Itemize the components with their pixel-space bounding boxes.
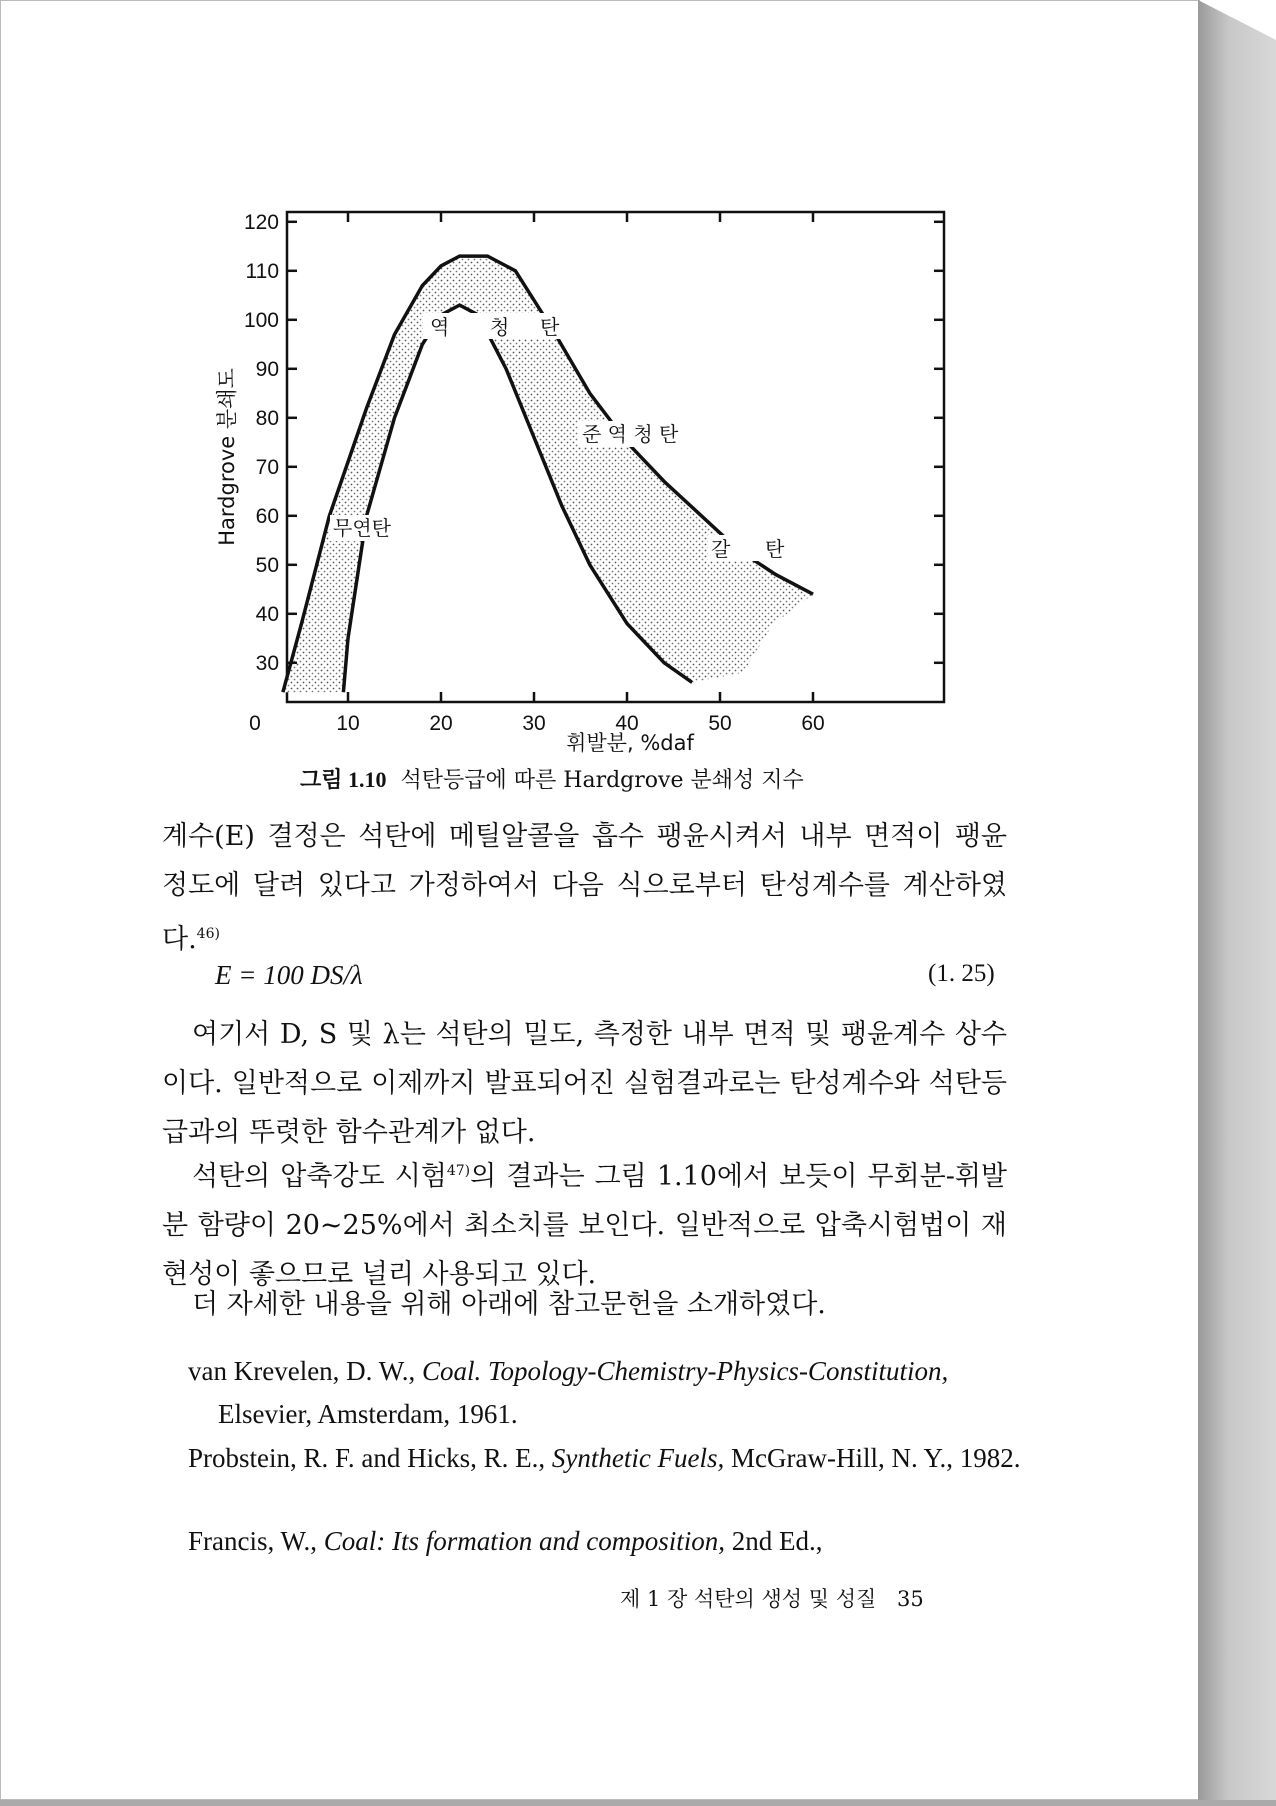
paragraph-3-ref: 47) (446, 1163, 471, 1179)
y-tick-label: 50 (255, 553, 279, 577)
x-tick-label: 50 (708, 712, 732, 735)
x-tick-label: 40 (615, 712, 639, 735)
reference-authors: van Krevelen, D. W., (188, 1356, 416, 1386)
x-tick-label: 60 (801, 712, 825, 735)
reference-title: Coal: Its formation and composition, (323, 1526, 726, 1556)
book-edge-shadow (1198, 0, 1276, 1806)
paragraph-3-text-b: 의 결과는 그림 1.10에서 보듯이 무회분-휘발분 함량이 20~25%에서 최소치를 보인다. 일반적으로 압축시험법이 재현성이 좋으므로 널리 사용되고 있다. (162, 1161, 1007, 1290)
figure-caption-number: 그림 1.10 (300, 767, 387, 792)
y-tick-label: 30 (255, 651, 279, 675)
x-tick-label: 0 (249, 712, 261, 735)
reference-item (188, 1520, 1038, 1563)
region-label-lignite-1: 갈 (711, 537, 731, 561)
paragraph-1-text: 계수(E) 결정은 석탄에 메틸알콜을 흡수 팽윤시켜서 내부 면적이 팽윤 정도에 달려 있다고 가정하여서 다음 식으로부터 탄성계수를 계산하였다. (162, 821, 1007, 955)
paragraph-1-ref: 46) (196, 926, 220, 942)
footer-chapter: 제 1 장 석탄의 생성 및 성질 (620, 1587, 877, 1611)
y-tick-label: 120 (243, 210, 279, 234)
x-tick-label: 10 (336, 712, 360, 735)
paragraph-2: 여기서 D, S 및 λ는 석탄의 밀도, 측정한 내부 면적 및 팽윤계수 상수이다. 일반적으로 이제까지 발표되어진 실험결과로는 탄성계수와 석탄등급과의 뚜렷한 함수관계가 없다. (162, 1019, 1007, 1148)
reference-title: Coal. Topology-Chemistry-Physics-Constitution, (421, 1356, 949, 1386)
region-label-bituminous-1: 역 (430, 315, 450, 339)
y-tick-label: 70 (255, 455, 279, 479)
y-tick-label: 110 (245, 259, 279, 283)
y-tick-label: 100 (243, 308, 279, 332)
reference-publisher: 2nd Ed., (731, 1526, 823, 1556)
reference-publisher: McGraw-Hill, N. Y., 1982. (731, 1443, 1021, 1473)
reference-item (188, 1350, 1038, 1436)
page-footer (620, 1583, 924, 1613)
x-tick-label: 20 (429, 712, 453, 735)
equation-number: (1. 25) (928, 960, 995, 987)
region-label-bituminous-2: 청 (490, 315, 510, 339)
figure-caption (300, 763, 804, 794)
equation: E = 100 DS/λ (215, 960, 363, 990)
region-label-anthracite: 무연탄 (333, 516, 391, 540)
x-tick-label: 30 (522, 712, 546, 735)
y-tick-label: 60 (255, 504, 279, 528)
y-tick-label: 90 (255, 357, 279, 381)
y-axis-title: Hardgrove 분쇄도 (215, 368, 239, 546)
paragraph-1 (162, 812, 1007, 964)
paragraph-3-text-a: 석탄의 압축강도 시험 (192, 1161, 447, 1192)
reference-authors: Probstein, R. F. and Hicks, R. E., (188, 1443, 546, 1473)
paragraph-3 (162, 1147, 1007, 1299)
y-tick-label: 80 (255, 406, 279, 430)
region-label-bituminous-3: 탄 (540, 315, 560, 339)
y-tick-label: 40 (255, 602, 279, 626)
figure-caption-text: 석탄등급에 따른 Hardgrove 분쇄성 지수 (400, 768, 804, 793)
region-label-lignite-2: 탄 (765, 537, 785, 561)
reference-item (188, 1437, 1038, 1480)
reference-authors: Francis, W., (188, 1526, 318, 1556)
x-axis-title: 휘발분, %daf (566, 731, 694, 755)
reference-publisher: Elsevier, Amsterdam, 1961. (218, 1399, 518, 1429)
region-label-subbituminous: 준 역 청 탄 (582, 422, 679, 446)
paragraph-4: 더 자세한 내용을 위해 아래에 참고문헌을 소개하였다. (192, 1289, 826, 1320)
book-edge-bottom (0, 1800, 1276, 1806)
reference-title: Synthetic Fuels, (551, 1443, 725, 1473)
hardgrove-chart (200, 195, 980, 755)
page-number: 35 (896, 1587, 924, 1611)
